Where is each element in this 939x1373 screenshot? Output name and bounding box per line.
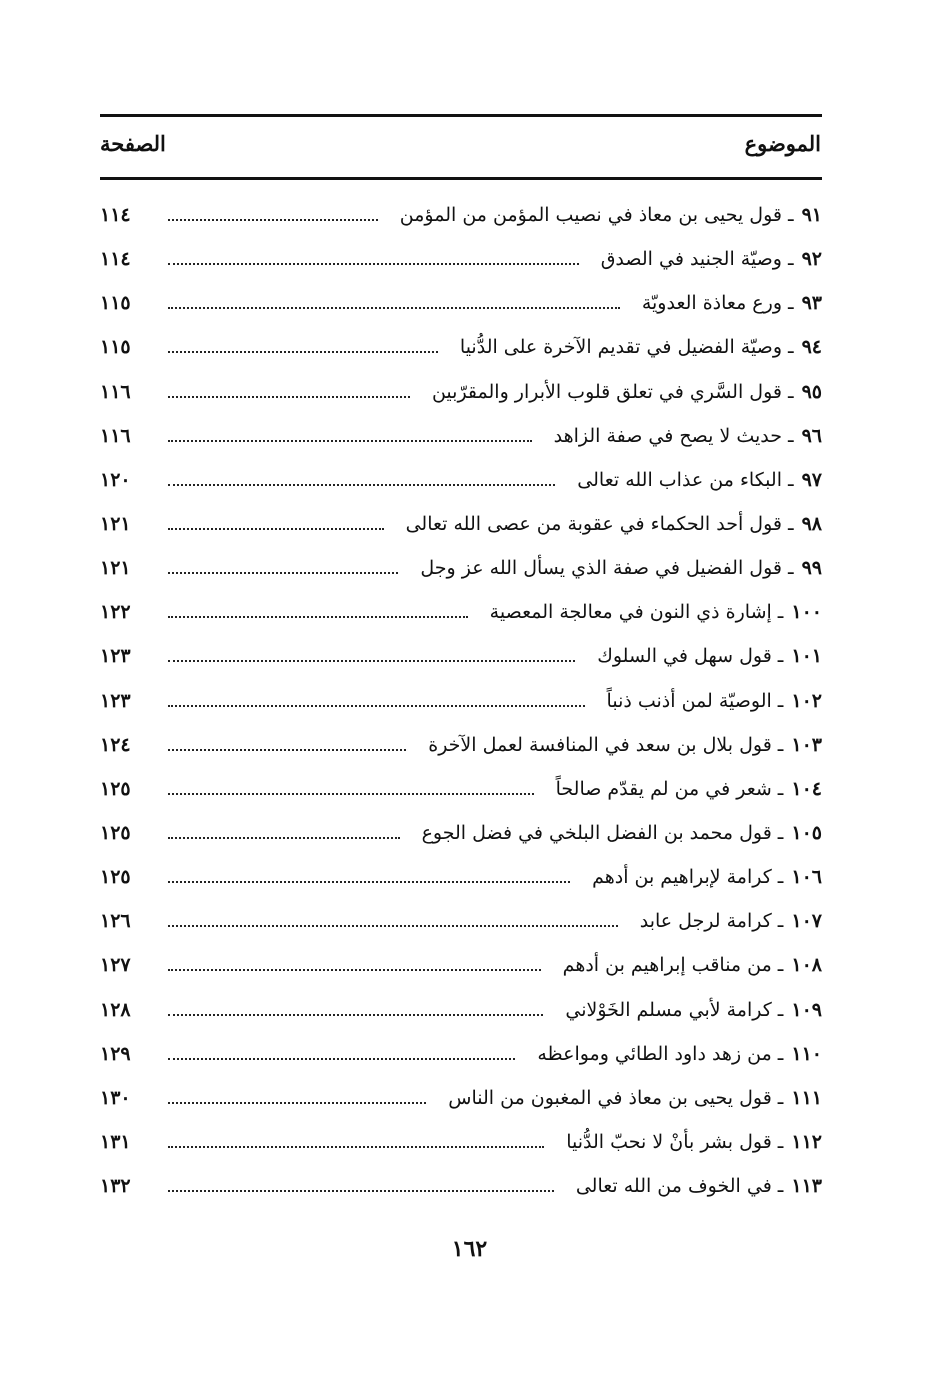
entry-page: ١٢٣ [100,689,131,712]
dot-leader [168,528,384,530]
dot-leader [168,1146,544,1148]
entry-page: ١٢٤ [100,733,131,756]
entry-number: ١٠٩ [791,998,822,1021]
dot-leader [168,925,618,927]
entry-title: قول أحد الحكماء في عقوبة من عصى الله تعالى [405,513,782,536]
entry-title: قول يحيى بن معاذ في المغبون من الناس [448,1086,772,1109]
entry-number: ١٠٨ [791,954,822,977]
dot-leader [168,1014,543,1016]
dot-leader [168,440,532,442]
entry-number: ١١٠ [791,1042,822,1065]
toc-entry [100,855,822,899]
toc-entry [100,590,822,634]
entry-page: ١٢٥ [100,866,131,889]
entry-title: قول بلال بن سعد في المنافسة لعمل الآخرة [428,733,772,756]
entry-page: ١٢١ [100,557,131,580]
toc-entry [100,679,822,723]
page-number: ١٦٢ [451,1236,488,1262]
entry-dash: ـ [777,733,784,756]
entry-dash: ـ [777,1175,784,1198]
entry-title: من مناقب إبراهيم بن أدهم [562,954,772,977]
dot-leader [168,484,555,486]
dot-leader [168,307,620,309]
entry-dash: ـ [777,1086,784,1109]
entry-title: شعر في من لم يقدّم صالحاً [555,777,772,800]
entry-number: ١٠٢ [791,689,822,712]
entry-number: ١١٢ [791,1131,822,1154]
dot-leader [168,616,468,618]
toc-entry [100,943,822,987]
toc-entry [100,634,822,678]
dot-leader [168,351,438,353]
topic-column-header: الموضوع [744,131,821,156]
entry-title: ورع معاذة العدويّة [641,292,782,315]
toc-entry [100,988,822,1032]
entry-title: قول الفضيل في صفة الذي يسأل الله عز وجل [420,557,782,580]
entry-title: البكاء من عذاب الله تعالى [577,468,782,491]
dot-leader [168,1102,426,1104]
toc-entry [100,193,822,237]
toc-entry [100,899,822,943]
entry-dash: ـ [777,822,784,845]
entry-number: ١٠٧ [791,910,822,933]
dot-leader [168,793,534,795]
entry-number: ٩٢ [801,248,822,271]
entry-title: قول محمد بن الفضل البلخي في فضل الجوع [421,822,772,845]
entry-number: ٩٩ [801,557,822,580]
entry-number: ١٠٤ [791,777,822,800]
entry-title: كرامة لأبي مسلم الخَوْلاني [565,998,772,1021]
entry-page: ١٣٢ [100,1175,131,1198]
dot-leader [168,969,541,971]
toc-entry [100,325,822,369]
entry-dash: ـ [777,910,784,933]
entry-number: ٩٤ [801,336,822,359]
entry-number: ٩٥ [801,380,822,403]
entry-title: وصيّة الفضيل في تقديم الآخرة على الدُّنيا [459,336,782,359]
entry-page: ١١٤ [100,204,131,227]
entry-number: ٩٧ [801,468,822,491]
dot-leader [168,1058,515,1060]
toc-entry [100,546,822,590]
toc-entry [100,1120,822,1164]
entry-title: كرامة لرجل عابد [639,910,772,933]
dot-leader [168,705,585,707]
entry-number: ١١١ [791,1086,822,1109]
entry-dash: ـ [777,998,784,1021]
entry-page: ١١٤ [100,248,131,271]
toc-entry [100,811,822,855]
entry-number: ٩٨ [801,513,822,536]
toc-entry [100,502,822,546]
toc-entry [100,767,822,811]
entry-number: ١١٣ [791,1175,822,1198]
entry-dash: ـ [777,1131,784,1154]
entry-number: ٩١ [801,204,822,227]
entry-page: ١٣٠ [100,1086,131,1109]
entry-dash: ـ [777,645,784,668]
entry-title: حديث لا يصح في صفة الزاهد [553,424,782,447]
entry-page: ١٢٣ [100,645,131,668]
top-rule [100,114,822,117]
entry-title: قول بشر بأنْ لا نحبّ الدُّنيا [566,1131,772,1154]
table-of-contents [100,193,822,1208]
entry-dash: ـ [777,689,784,712]
entry-title: الوصيّة لمن أذنب ذنباً [606,689,772,712]
entry-page: ١١٦ [100,380,131,403]
entry-title: قول سهل في السلوك [597,645,772,668]
entry-title: قول يحيى بن معاذ في نصيب المؤمن من المؤمن [399,204,782,227]
dot-leader [168,1190,554,1192]
entry-dash: ـ [777,954,784,977]
entry-number: ١٠٣ [791,733,822,756]
entry-page: ١٢٥ [100,822,131,845]
entry-title: قول السَّري في تعلق قلوب الأبرار والمقرّبين [431,380,782,403]
toc-entry [100,1076,822,1120]
toc-entry [100,723,822,767]
header-rule [100,177,822,180]
page-column-header: الصفحة [100,131,166,156]
entry-page: ١٢٩ [100,1042,131,1065]
dot-leader [168,572,398,574]
entry-page: ١٢٥ [100,777,131,800]
toc-entry [100,1164,822,1208]
toc-entry [100,237,822,281]
entry-page: ١٢٦ [100,910,131,933]
entry-dash: ـ [788,204,794,227]
entry-page: ١١٥ [100,336,131,359]
entry-page: ١١٥ [100,292,131,315]
entry-number: ٩٦ [801,424,822,447]
toc-entry [100,281,822,325]
toc-entry [100,458,822,502]
toc-entry [100,414,822,458]
entry-page: ١٢٠ [100,468,131,491]
dot-leader [168,749,406,751]
dot-leader [168,219,378,221]
entry-dash: ـ [788,380,794,403]
entry-page: ١٢١ [100,513,131,536]
dot-leader [168,881,570,883]
entry-number: ٩٣ [801,292,822,315]
entry-dash: ـ [777,777,784,800]
entry-dash: ـ [788,336,794,359]
entry-page: ١١٦ [100,424,131,447]
entry-dash: ـ [788,248,794,271]
entry-page: ١٢٨ [100,998,131,1021]
entry-dash: ـ [777,1042,784,1065]
entry-title: في الخوف من الله تعالى [575,1175,772,1198]
dot-leader [168,263,579,265]
entry-title: كرامة لإبراهيم بن أدهم [592,866,772,889]
entry-dash: ـ [788,513,794,536]
dot-leader [168,660,575,662]
entry-dash: ـ [788,292,794,315]
entry-number: ١٠٥ [791,822,822,845]
entry-number: ١٠١ [791,645,822,668]
entry-dash: ـ [777,601,784,624]
dot-leader [168,837,400,839]
entry-page: ١٣١ [100,1131,131,1154]
entry-title: وصيّة الجنيد في الصدق [600,248,782,271]
toc-entry [100,370,822,414]
entry-number: ١٠٦ [791,866,822,889]
toc-entry [100,1032,822,1076]
entry-number: ١٠٠ [791,601,822,624]
entry-page: ١٢٧ [100,954,131,977]
entry-dash: ـ [788,424,794,447]
entry-title: إشارة ذي النون في معالجة المعصية [489,601,772,624]
entry-title: من زهد داود الطائي ومواعظه [537,1042,772,1065]
entry-page: ١٢٢ [100,601,131,624]
dot-leader [168,396,410,398]
entry-dash: ـ [788,557,794,580]
entry-dash: ـ [788,468,794,491]
entry-dash: ـ [777,866,784,889]
